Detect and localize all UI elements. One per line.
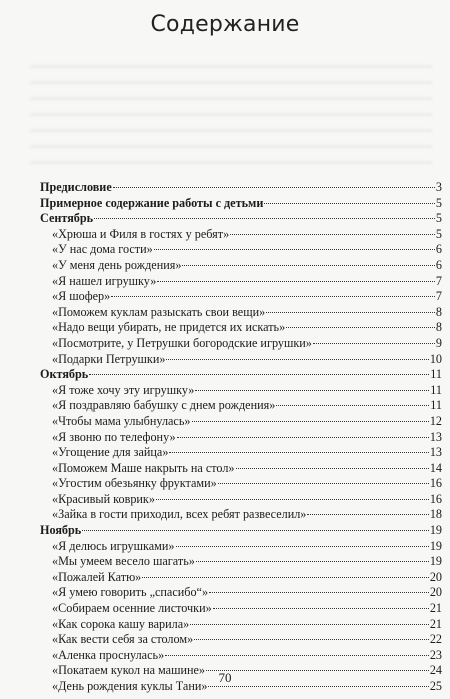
toc-entry-label: «Подарки Петрушки» — [52, 351, 166, 366]
toc-entry-label: «Посмотрите, у Петрушки богородские игрушки» — [52, 335, 312, 350]
toc-entry-row — [40, 492, 442, 508]
toc-entry-label: «Чтобы мама улыбнулась» — [52, 413, 191, 428]
toc-entry-row — [40, 507, 442, 523]
toc-page-number: 22 — [429, 632, 442, 647]
dot-leader — [208, 686, 428, 687]
toc-entry-label: Октябрь — [40, 367, 89, 382]
toc-entry-row — [40, 617, 442, 633]
toc-page-number: 16 — [429, 476, 442, 491]
toc-entry-label: Примерное содержание работы с детьми — [40, 195, 264, 210]
dot-leader — [182, 265, 434, 266]
toc-entry-row — [40, 383, 442, 399]
toc-entry-row — [40, 539, 442, 555]
toc-entry-label: «Поможем куклам разыскать свои вещи» — [52, 304, 266, 319]
toc-page-number: 10 — [429, 351, 442, 366]
toc-entry-label: «Аленка проснулась» — [52, 647, 165, 662]
toc-entry-row — [40, 554, 442, 570]
toc-entry-row — [40, 445, 442, 461]
toc-entry-row — [40, 461, 442, 477]
toc-section-row — [40, 196, 442, 212]
dot-leader — [176, 546, 429, 547]
toc-page-number: 19 — [429, 523, 442, 538]
dot-leader — [111, 296, 435, 297]
toc-page-number: 21 — [429, 616, 442, 631]
toc-entry-label: «Я делюсь игрушками» — [52, 538, 175, 553]
toc-entry-label: «У меня день рождения» — [52, 257, 182, 272]
toc-entry-label: «Угостим обезьянку фруктами» — [52, 476, 217, 491]
dot-leader — [166, 359, 428, 360]
dot-leader — [192, 421, 429, 422]
toc-entry-label: «Мы умеем весело шагать» — [52, 554, 195, 569]
toc-entry-row — [40, 258, 442, 274]
toc-entry-row — [40, 570, 442, 586]
toc-entry-row — [40, 289, 442, 305]
dot-leader — [264, 203, 435, 204]
toc-entry-row — [40, 398, 442, 414]
toc-page-number: 19 — [429, 538, 442, 553]
dot-leader — [266, 312, 435, 313]
toc-entry-label: «Как вести себя за столом» — [52, 632, 194, 647]
toc-entry-row — [40, 305, 442, 321]
dot-leader — [94, 218, 435, 219]
toc-page-number: 18 — [429, 507, 442, 522]
toc-page-number: 5 — [435, 195, 442, 210]
toc-entry-row — [40, 336, 442, 352]
toc-page-number: 24 — [429, 663, 442, 678]
dot-leader — [113, 187, 435, 188]
toc-entry-label: Ноябрь — [40, 523, 82, 538]
dot-leader — [165, 655, 429, 656]
toc-page-number: 14 — [429, 460, 442, 475]
toc-entry-label: «Как сорока кашу варила» — [52, 616, 190, 631]
page-title: Содержание — [150, 12, 300, 37]
toc-page-number: 8 — [435, 320, 442, 335]
toc-entry-label: «Угощение для зайца» — [52, 445, 169, 460]
toc-entry-row — [40, 430, 442, 446]
toc-section-row — [40, 367, 442, 383]
dot-leader — [194, 639, 429, 640]
toc-page-number: 16 — [429, 491, 442, 506]
toc-entry-label: «Поможем Маше накрыть на стол» — [52, 460, 235, 475]
toc-entry-label: «У нас дома гости» — [52, 242, 153, 257]
dot-leader — [218, 483, 429, 484]
toc-page-number: 11 — [430, 398, 442, 413]
toc-entry-label: «Я тоже хочу эту игрушку» — [52, 382, 195, 397]
toc-entry-label: Сентябрь — [40, 211, 94, 226]
dot-leader — [156, 499, 429, 500]
toc-page-number: 8 — [435, 304, 442, 319]
table-of-contents — [40, 180, 442, 695]
toc-page-number: 7 — [435, 273, 442, 288]
toc-page-number: 5 — [435, 211, 442, 226]
toc-entry-label: «Зайка в гости приходил, всех ребят развеселил» — [52, 507, 307, 522]
toc-page-number: 20 — [429, 569, 442, 584]
dot-leader — [276, 405, 429, 406]
toc-page-number: 12 — [429, 413, 442, 428]
toc-entry-row — [40, 242, 442, 258]
toc-page-number: 23 — [429, 647, 442, 662]
toc-page-number: 5 — [435, 226, 442, 241]
dot-leader — [230, 234, 435, 235]
toc-section-row — [40, 211, 442, 227]
toc-entry-label: «Собираем осенние листочки» — [52, 601, 212, 616]
show-through-text — [30, 52, 432, 172]
toc-page-number: 9 — [435, 335, 442, 350]
toc-page-number: 13 — [429, 429, 442, 444]
toc-entry-label: «Красивый коврик» — [52, 491, 155, 506]
toc-page-number: 25 — [429, 679, 442, 693]
toc-entry-label: «Я умею говорить „спасибо“» — [52, 585, 209, 600]
toc-entry-row — [40, 476, 442, 492]
toc-page-number: 19 — [429, 554, 442, 569]
dot-leader — [82, 530, 429, 531]
toc-page-number: 21 — [429, 601, 442, 616]
toc-page-number: 7 — [435, 289, 442, 304]
toc-page-number: 20 — [429, 585, 442, 600]
toc-entry-label: «Я звоню по телефону» — [52, 429, 176, 444]
toc-entry-label: «День рождения куклы Тани» — [52, 679, 208, 693]
toc-entry-row — [40, 274, 442, 290]
dot-leader — [169, 452, 428, 453]
toc-entry-label: «Надо вещи убирать, не придется их искать» — [52, 320, 286, 335]
dot-leader — [195, 390, 429, 391]
toc-entry-label: «Покатаем кукол на машине» — [52, 663, 206, 678]
toc-page-number: 6 — [435, 257, 442, 272]
dot-leader — [190, 624, 429, 625]
dot-leader — [89, 374, 429, 375]
toc-entry-row — [40, 320, 442, 336]
toc-section-row — [40, 523, 442, 539]
dot-leader — [286, 327, 435, 328]
dot-leader — [142, 577, 429, 578]
toc-entry-row — [40, 601, 442, 617]
toc-section-row — [40, 180, 442, 196]
toc-entry-label: «Я поздравляю бабушку с днем рождения» — [52, 398, 276, 413]
toc-entry-label: «Я шофер» — [52, 289, 111, 304]
dot-leader — [196, 561, 429, 562]
dot-leader — [157, 281, 435, 282]
toc-entry-row — [40, 585, 442, 601]
toc-entry-row — [40, 648, 442, 664]
page-number: 70 — [218, 670, 232, 685]
toc-entry-row — [40, 227, 442, 243]
toc-page-number: 11 — [430, 367, 442, 382]
dot-leader — [213, 608, 429, 609]
toc-entry-row — [40, 352, 442, 368]
toc-entry-label: «Пожалей Катю» — [52, 569, 142, 584]
toc-entry-label: Предисловие — [40, 180, 112, 194]
toc-page-number: 13 — [429, 445, 442, 460]
dot-leader — [307, 514, 428, 515]
toc-entry-label: «Я нашел игрушку» — [52, 273, 157, 288]
toc-page-number: 3 — [435, 180, 442, 194]
toc-page-number: 6 — [435, 242, 442, 257]
toc-entry-row — [40, 414, 442, 430]
dot-leader — [236, 468, 429, 469]
dot-leader — [209, 592, 429, 593]
toc-entry-row — [40, 632, 442, 648]
toc-entry-label: «Хрюша и Филя в гостях у ребят» — [52, 226, 230, 241]
dot-leader — [154, 249, 435, 250]
dot-leader — [313, 343, 435, 344]
dot-leader — [177, 437, 429, 438]
toc-page-number: 11 — [430, 382, 442, 397]
